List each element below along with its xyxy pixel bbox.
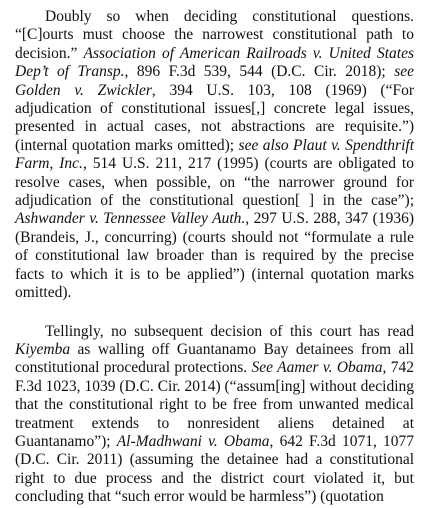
paragraph-2 xyxy=(15,323,414,507)
text-segment: Tellingly, no subsequent decision of this court has read xyxy=(45,322,414,340)
case-citation: see Golden v. Zwickler xyxy=(15,63,414,99)
paragraph-1 xyxy=(15,8,414,303)
text-segment: , 896 F.3d 539, 544 (D.C. Cir. 2018); xyxy=(124,63,395,81)
text-segment: , 514 U.S. 211, 217 (1995) (courts are obligated to resolve cases, when possible, on “the narrower ground for adjudication of the constitutional question[ ] in the case”); xyxy=(15,155,414,210)
text-segment: as walling off Guantanamo Bay detainees from all constitutional procedural protections. xyxy=(15,340,414,377)
document-page xyxy=(15,8,414,507)
case-citation: Association of American Railroads v. United States Dep’t of Transp. xyxy=(15,44,414,81)
text-segment: , 394 U.S. 103, 108 (1969) (“For adjudication of constitutional issues[,] concrete legal issues, presented in actual cases, not abstractions are requisite.”) (internal quotation marks omitted); xyxy=(15,81,414,154)
text-segment: , 742 F.3d 1023, 1039 (D.C. Cir. 2014) (“assum[ing] without deciding that the constitutional right to be free from unwanted medical treatment extends to nonresident aliens detained at Guantanamo”); xyxy=(15,359,415,450)
case-citation: see also Plaut v. Spendthrift Farm, Inc. xyxy=(15,136,414,173)
text-segment: Doubly so when deciding constitutional questions. “[C]ourts must choose the narrowest constitutional path to decision.” xyxy=(15,8,414,62)
text-segment: , 642 F.3d 1071, 1077 (D.C. Cir. 2011) (assuming the detainee had a constitutional right to due process and the district court violated it, but concluding that “such error would be harmless”) (quotation xyxy=(15,432,414,506)
case-citation: Ashwander v. Tennessee Valley Auth. xyxy=(15,210,246,228)
case-citation: See Aamer v. Obama xyxy=(251,359,383,377)
case-name: Kiyemba xyxy=(15,340,71,358)
text-segment: , 297 U.S. 288, 347 (1936) (Brandeis, J., concurring) (courts should not “formulate a rule of constitutional law broader than is required by the precise facts to which it is to be applied”) (internal quotation marks omitted). xyxy=(15,210,414,302)
case-citation: Al-Madhwani v. Obama xyxy=(116,432,270,450)
